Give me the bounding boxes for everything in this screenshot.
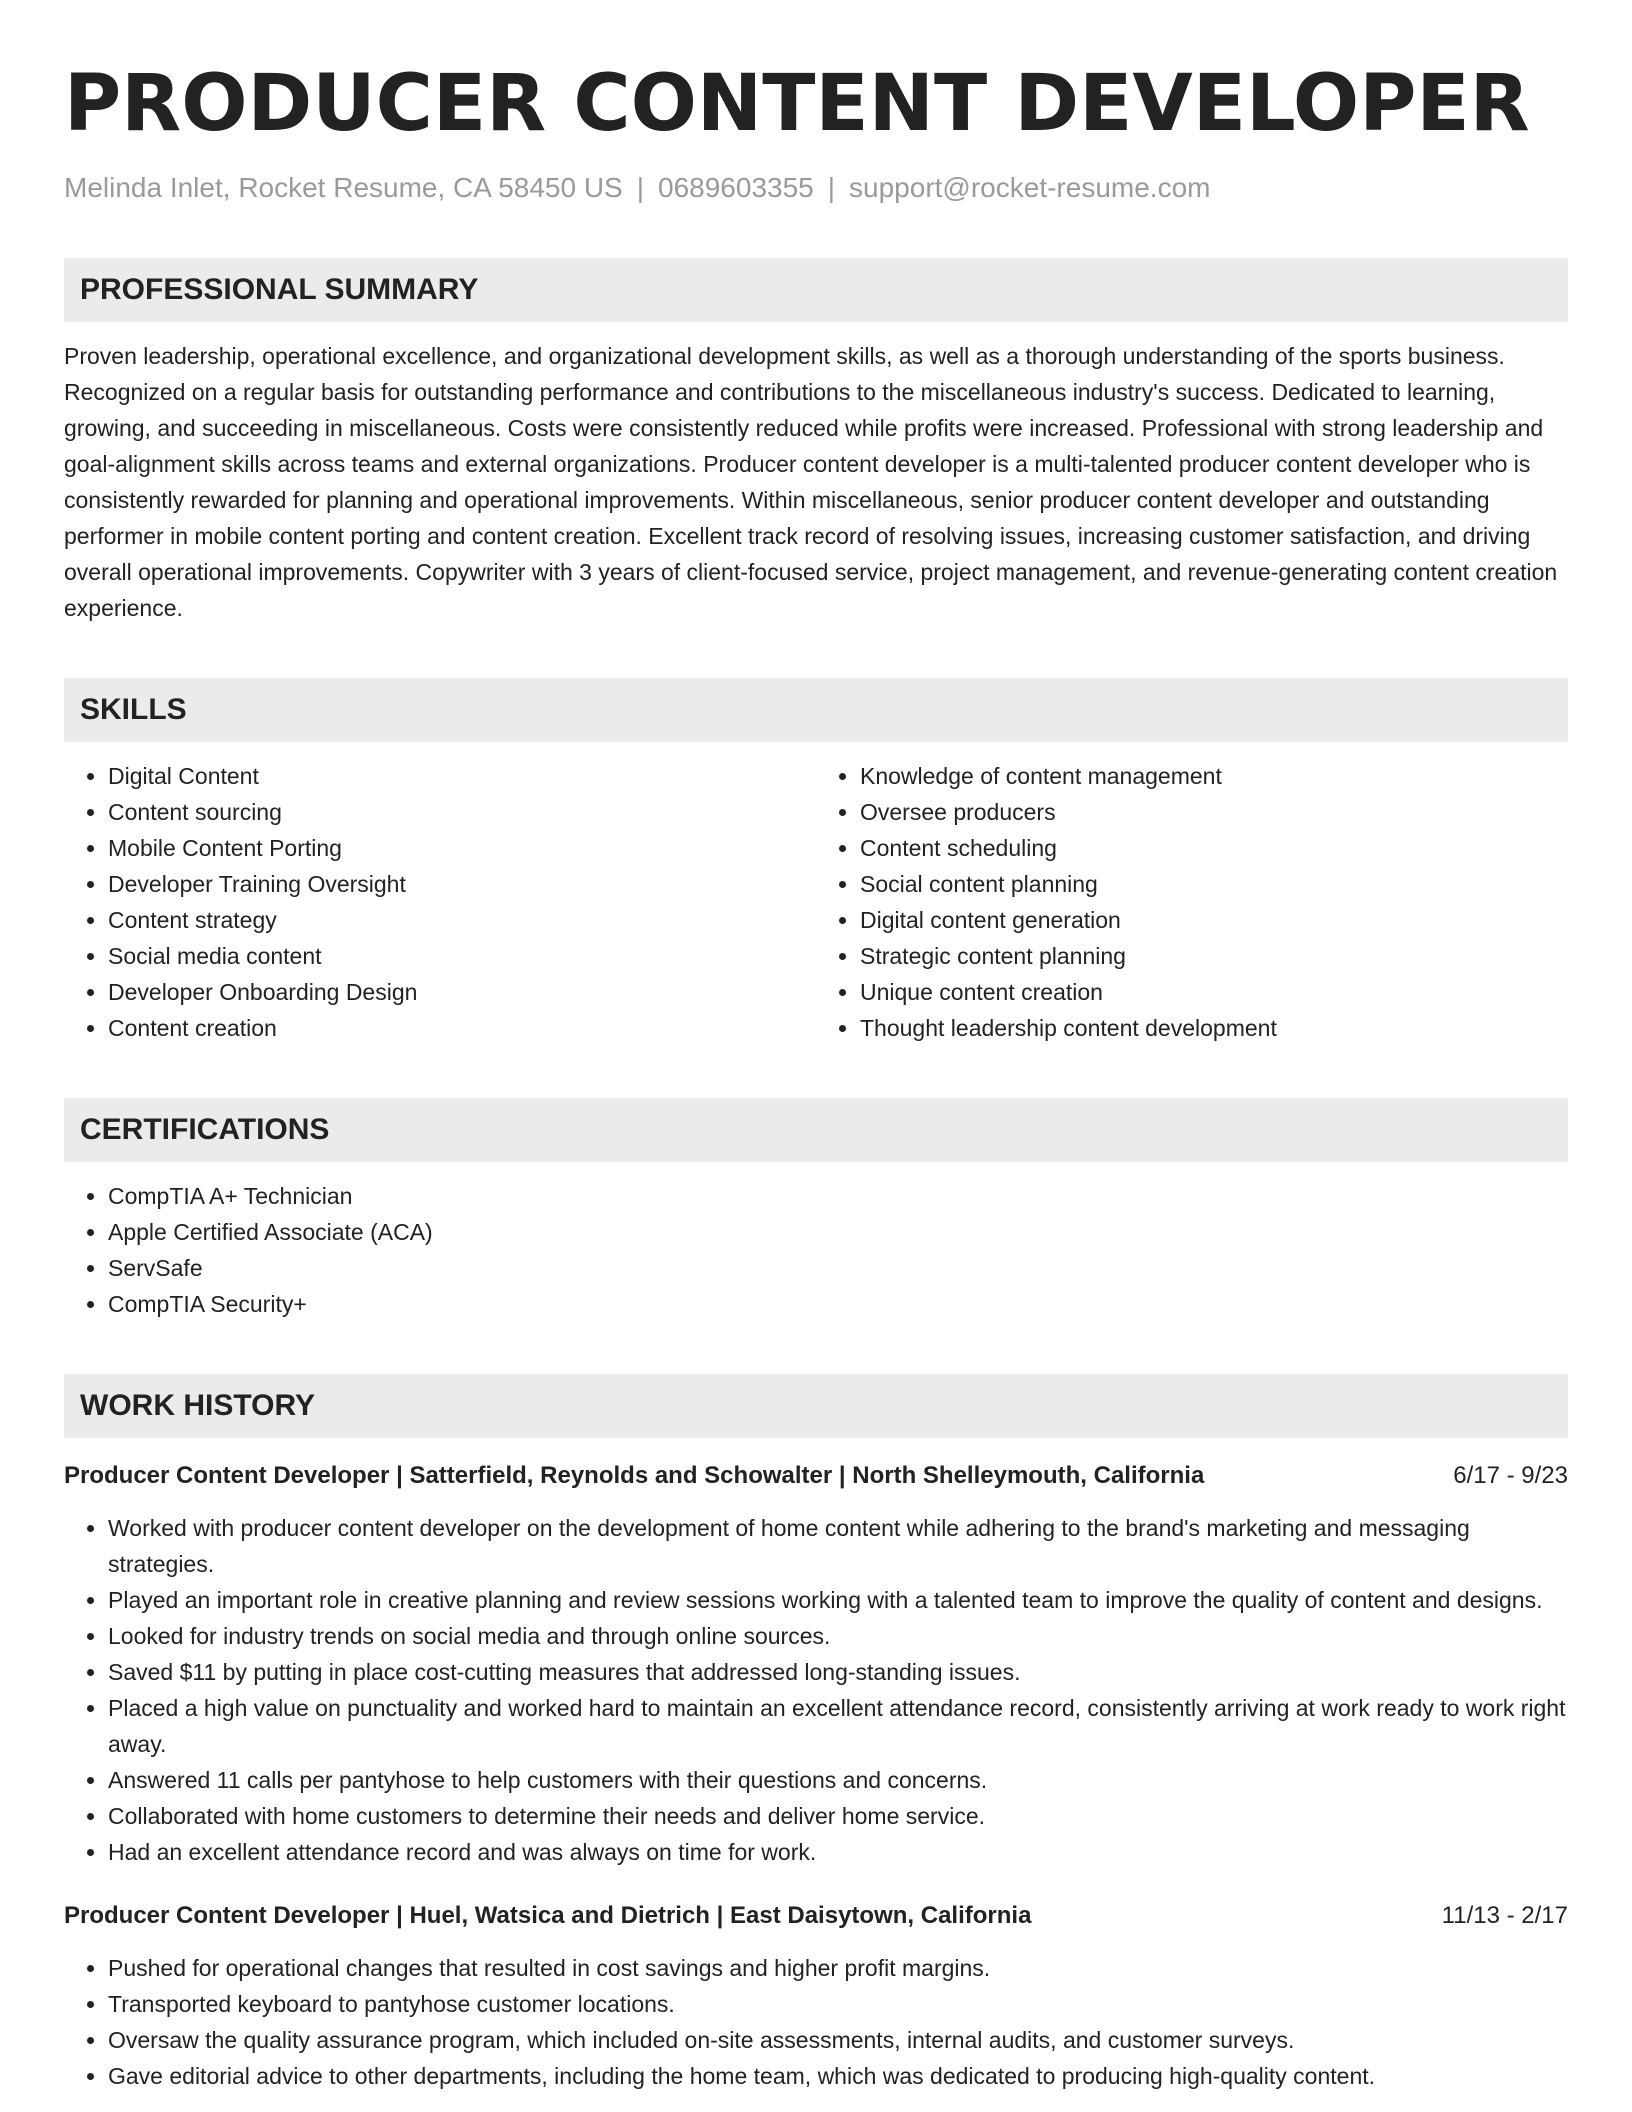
job-bullet: • Transported keyboard to pantyhose customer locations. (108, 1986, 1568, 2022)
skill-item: • Digital content generation (860, 902, 1568, 938)
contact-line (64, 170, 1568, 206)
job-bullet: • Answered 11 calls per pantyhose to help customers with their questions and concerns. (108, 1762, 1568, 1798)
job-bullet: • Placed a high value on punctuality and worked hard to maintain an excellent attendance record, consistently arriving at work ready to work right away. (108, 1690, 1568, 1762)
skill-item: • Digital Content (108, 758, 816, 794)
skill-item: • Knowledge of content management (860, 758, 1568, 794)
contact-address: Melinda Inlet, Rocket Resume, CA 58450 US (64, 172, 623, 203)
section-header-work-history: WORK HISTORY (64, 1374, 1568, 1438)
job-bullet: • Collaborated with home customers to determine their needs and deliver home service. (108, 1798, 1568, 1834)
skill-item: • Unique content creation (860, 974, 1568, 1010)
skill-item: • Content sourcing (108, 794, 816, 830)
job-entry (64, 1898, 1568, 2094)
job-header (64, 1898, 1568, 1934)
section-header-certifications: CERTIFICATIONS (64, 1098, 1568, 1162)
job-bullet: • Saved $11 by putting in place cost-cutting measures that addressed long-standing issues. (108, 1654, 1568, 1690)
skill-item: • Developer Training Oversight (108, 866, 816, 902)
job-bullet: • Oversaw the quality assurance program, which included on-site assessments, internal audits, and customer surveys. (108, 2022, 1568, 2058)
resume-title: PRODUCER CONTENT DEVELOPER (64, 59, 1530, 149)
contact-email: support@rocket-resume.com (849, 172, 1211, 203)
contact-separator: | (636, 172, 645, 203)
skill-item: • Strategic content planning (860, 938, 1568, 974)
skill-item: • Social content planning (860, 866, 1568, 902)
job-bullets (64, 1950, 1568, 2094)
certification-item: • CompTIA A+ Technician (108, 1178, 1568, 1214)
job-dates: 6/17 - 9/23 (1453, 1462, 1568, 1489)
job-title: Producer Content Developer | Satterfield, Reynolds and Schowalter | North Shelleymouth, California (64, 1462, 1205, 1489)
summary-text: Proven leadership, operational excellence, and organizational development skills, as well as a thorough understanding of the sports business. Recognized on a regular basis for outstanding performance and contributions to the miscellaneous industry's success. Dedicated to learning, growing, and succeeding in miscellaneous. Costs were consistently reduced while profits were increased. Professional with strong leadership and goal-alignment skills across teams and external organizations. Producer content developer is a multi-talented producer content developer who is consistently rewarded for planning and operational improvements. Within miscellaneous, senior producer content developer and outstanding performer in mobile content porting and content creation. Excellent track record of resolving issues, increasing customer satisfaction, and driving overall operational improvements. Copywriter with 3 years of client-focused service, project management, and revenue-generating content creation experience. (64, 343, 1558, 621)
certification-item: • ServSafe (108, 1250, 1568, 1286)
job-entry (64, 1458, 1568, 1870)
job-bullet: • Pushed for operational changes that resulted in cost savings and higher profit margins. (108, 1950, 1568, 1986)
job-bullet: • Played an important role in creative planning and review sessions working with a talented team to improve the quality of content and designs. (108, 1582, 1568, 1618)
section-header-summary: PROFESSIONAL SUMMARY (64, 258, 1568, 322)
skills-list-right (816, 758, 1568, 1046)
job-dates: 11/13 - 2/17 (1441, 1902, 1568, 1929)
job-header (64, 1458, 1568, 1494)
skill-item: • Social media content (108, 938, 816, 974)
certifications-list (64, 1178, 1568, 1322)
contact-phone: 0689603355 (658, 172, 814, 203)
job-bullet: • Worked with producer content developer on the development of home content while adhering to the brand's marketing and messaging strategies. (108, 1510, 1568, 1582)
skill-item: • Oversee producers (860, 794, 1568, 830)
job-bullet: • Had an excellent attendance record and was always on time for work. (108, 1834, 1568, 1870)
contact-separator: | (827, 172, 836, 203)
skill-item: • Mobile Content Porting (108, 830, 816, 866)
skills-list-left (64, 758, 816, 1046)
certification-item: • Apple Certified Associate (ACA) (108, 1214, 1568, 1250)
job-title: Producer Content Developer | Huel, Watsica and Dietrich | East Daisytown, California (64, 1902, 1032, 1929)
skill-item: • Content scheduling (860, 830, 1568, 866)
job-bullets (64, 1510, 1568, 1870)
job-bullet: • Gave editorial advice to other departments, including the home team, which was dedicated to producing high-quality content. (108, 2058, 1568, 2094)
skill-item: • Content creation (108, 1010, 816, 1046)
job-bullet: • Looked for industry trends on social media and through online sources. (108, 1618, 1568, 1654)
skill-item: • Developer Onboarding Design (108, 974, 816, 1010)
certification-item: • CompTIA Security+ (108, 1286, 1568, 1322)
skill-item: • Content strategy (108, 902, 816, 938)
skill-item: • Thought leadership content development (860, 1010, 1568, 1046)
section-header-skills: SKILLS (64, 678, 1568, 742)
skills-columns (64, 758, 1568, 1046)
